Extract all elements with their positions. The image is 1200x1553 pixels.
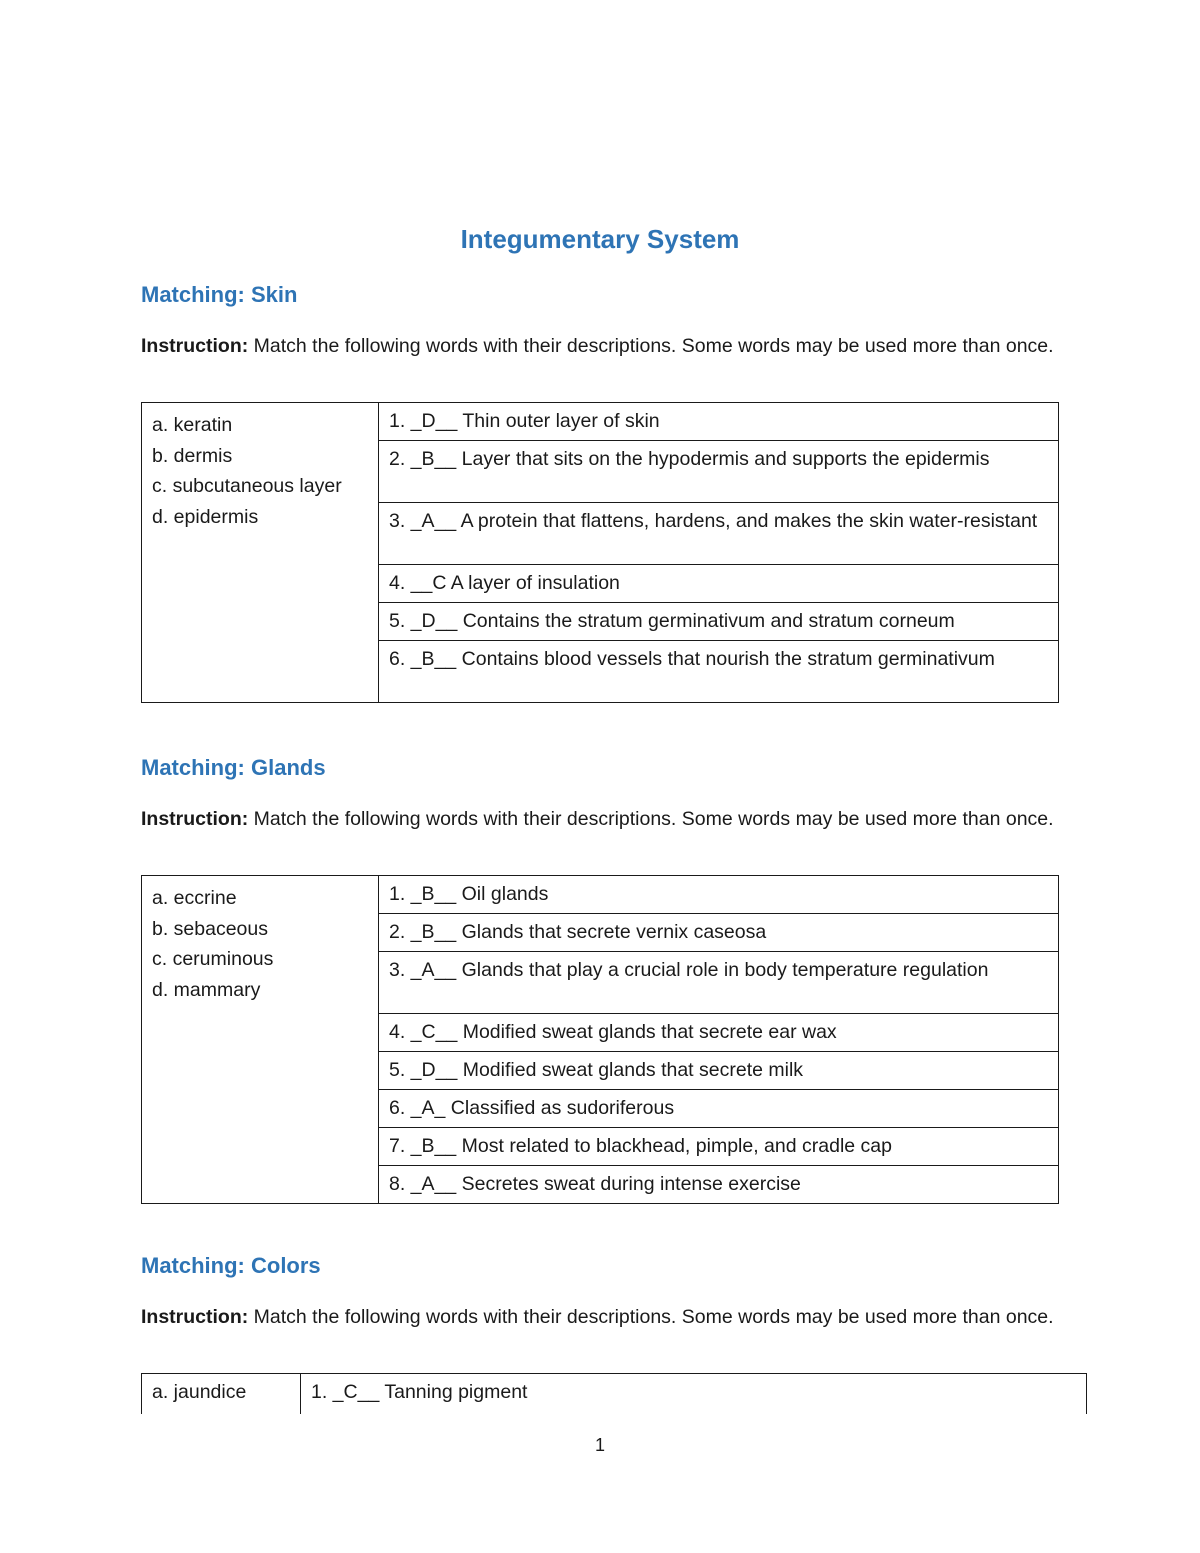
page-number: 1: [594, 1435, 605, 1455]
word-option: a. jaundice: [142, 1374, 301, 1414]
word-option: c. ceruminous: [152, 948, 274, 970]
match-item: 4. __C A layer of insulation: [379, 565, 1059, 603]
instruction-colors: [141, 1304, 1056, 1331]
match-item: 7. _B__ Most related to blackhead, pimple, and cradle cap: [379, 1128, 1059, 1166]
glands-matching-table: [141, 875, 1059, 1204]
word-option: b. dermis: [152, 444, 233, 467]
match-item: 2. _B__ Glands that secrete vernix caseosa: [379, 914, 1059, 952]
section-heading-glands: Matching: Glands: [141, 755, 326, 780]
match-item: 2. _B__ Layer that sits on the hypodermis and supports the epidermis: [379, 441, 1059, 503]
instruction-skin: [141, 333, 1056, 360]
section-heading-colors: Matching: Colors: [141, 1253, 321, 1278]
instruction-label: Instruction:: [141, 335, 249, 357]
word-bank-cell: [142, 876, 379, 1204]
instruction-text: Match the following words with their descriptions. Some words may be used more than once.: [248, 335, 1054, 357]
match-item: 1. _C__ Tanning pigment: [301, 1374, 1087, 1414]
match-item: 5. _D__ Contains the stratum germinativum and stratum corneum: [379, 603, 1059, 641]
document-title: Integumentary System: [460, 224, 740, 254]
word-option: c. subcutaneous layer: [152, 475, 342, 497]
match-item: 6. _A_ Classified as sudoriferous: [379, 1090, 1059, 1128]
match-item: 8. _A__ Secretes sweat during intense exercise: [379, 1166, 1059, 1204]
word-option: b. sebaceous: [152, 917, 269, 940]
table-row: [142, 1374, 1087, 1414]
instruction-label: Instruction:: [141, 808, 249, 830]
skin-matching-table: [141, 402, 1059, 703]
instruction-label: Instruction:: [141, 1306, 249, 1328]
word-option: d. epidermis: [152, 505, 259, 528]
instruction-text: Match the following words with their descriptions. Some words may be used more than once.: [248, 808, 1054, 830]
match-item: 1. _B__ Oil glands: [379, 876, 1059, 914]
instruction-text: Match the following words with their descriptions. Some words may be used more than once.: [248, 1306, 1054, 1328]
match-item: 3. _A__ A protein that flattens, hardens, and makes the skin water-resistant: [379, 503, 1059, 565]
colors-matching-table: [141, 1373, 1087, 1414]
section-heading-skin: Matching: Skin: [141, 282, 298, 307]
word-option: a. eccrine: [152, 887, 237, 909]
word-bank-cell: [142, 403, 379, 703]
table-row: [142, 876, 1059, 914]
match-item: 5. _D__ Modified sweat glands that secrete milk: [379, 1052, 1059, 1090]
word-bank: [152, 883, 369, 1005]
word-option: a. keratin: [152, 414, 233, 436]
match-item: 1. _D__ Thin outer layer of skin: [379, 403, 1059, 441]
match-item: 3. _A__ Glands that play a crucial role in body temperature regulation: [379, 952, 1059, 1014]
word-bank: [152, 410, 369, 532]
match-item: 6. _B__ Contains blood vessels that nourish the stratum germinativum: [379, 641, 1059, 703]
instruction-glands: [141, 806, 1056, 833]
match-item: 4. _C__ Modified sweat glands that secrete ear wax: [379, 1014, 1059, 1052]
word-option: d. mammary: [152, 978, 261, 1001]
table-row: [142, 403, 1059, 441]
